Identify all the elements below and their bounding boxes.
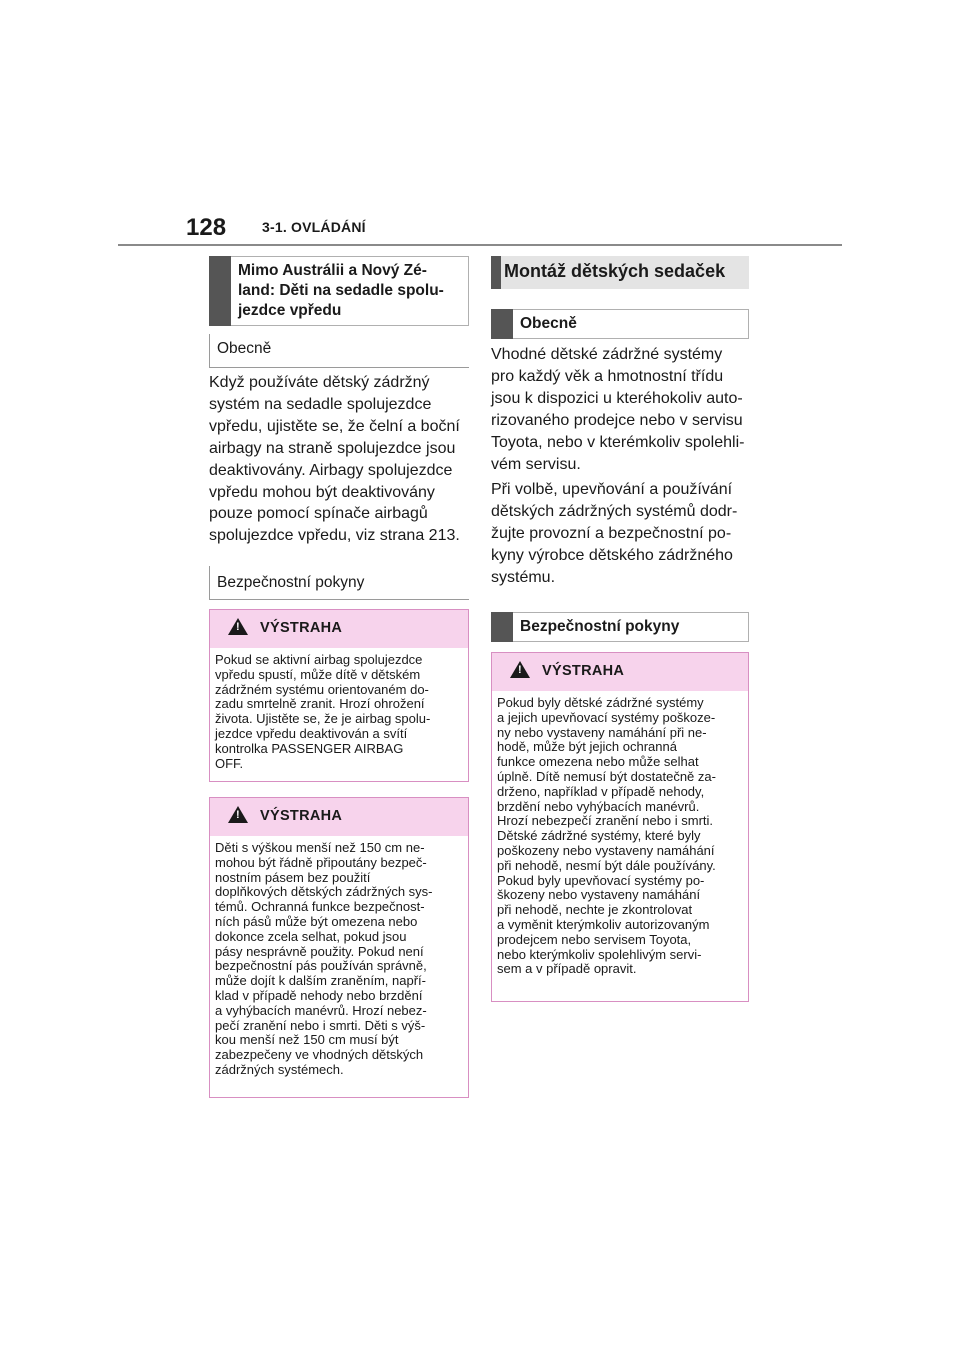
right-paragraph-1-text: Vhodné dětské zádržné systémy pro každý věk a hmotnostní třídu jsou k dispozici u kteréhokoliv auto- rizovaného prodejce nebo v servisu Toyota, nebo v kterémkoliv spolehli- vém servisu. bbox=[491, 346, 745, 473]
right-subheading-general-box bbox=[491, 309, 749, 339]
page-number: 128 bbox=[186, 214, 227, 241]
left-subheading-safety: Bezpečnostní pokyny bbox=[217, 574, 365, 591]
left-heading: Mimo Austrálii a Nový Zé- land: Děti na sedadle spolu- jezdce vpředu bbox=[238, 262, 444, 319]
left-subheading-general: Obecně bbox=[217, 340, 272, 357]
warning-triangle-icon: ! bbox=[228, 806, 248, 823]
warning-title: VÝSTRAHA bbox=[260, 808, 343, 824]
warning-title: VÝSTRAHA bbox=[542, 663, 625, 679]
right-subheading-general: Obecně bbox=[520, 315, 577, 332]
heading-bar bbox=[209, 256, 231, 326]
warning-text: Pokud byly dětské zádržné systémy a jejich upevňovací systémy poškoze- ny nebo vystaveny namáhání při ne- hodě, může být jejich ochranná funkce omezena nebo může selhat úplně. Dítě nemusí být dostatečně za- drženo, například v případě nehody, brzdění nebo vyhýbacích manévrů. Hrozí nebezpečí zranění nebo i smrti. Dětské zádržné systémy, které byly poškozeny nebo vystaveny namáhání při nehodě, nesmí být dále používány. Pokud byly upevňovací systémy po- škozeny nebo vystaveny namáhání při nehodě, nechte je zkontrolovat a vyměnit kterýmkoliv autorizovaným prodejcem nebo servisem Toyota, nebo kterýmkoliv spolehlivým servi- sem a v případě opravit. bbox=[497, 695, 716, 977]
heading-bar bbox=[491, 256, 501, 289]
warning-triangle-icon: ! bbox=[510, 661, 530, 678]
warning-box-children-height bbox=[209, 797, 469, 1098]
right-main-heading: Montáž dětských sedaček bbox=[504, 261, 726, 281]
right-paragraph-2 bbox=[491, 479, 753, 589]
subheading-divider-vertical bbox=[209, 334, 210, 368]
warning-text: Pokud se aktivní airbag spolujezdce vpředu spustí, může dítě v dětském zádržném systému orientovaném do- zadu smrtelně zranit. Hrozí ohrožení života. Ujistěte se, že je airbag spolu- jezdce vpředu deaktivován a svítí kontrolka PASSENGER AIRBAG OFF. bbox=[215, 652, 431, 771]
right-main-heading-box bbox=[491, 256, 749, 289]
right-paragraph-2-text: Při volbě, upevňování a používání dětských zádržných systémů dodr- žujte provozní a bezpečnostní po- kyny výrobce dětského zádržného systému. bbox=[491, 481, 738, 586]
warning-box-damaged-seats bbox=[491, 652, 749, 1002]
left-paragraph bbox=[209, 372, 471, 547]
left-heading-box bbox=[209, 256, 469, 326]
warning-box-airbag bbox=[209, 609, 469, 782]
right-subheading-safety: Bezpečnostní pokyny bbox=[520, 618, 680, 635]
heading-bar bbox=[491, 309, 513, 339]
heading-bar bbox=[491, 612, 513, 642]
section-title: 3-1. OVLÁDÁNÍ bbox=[262, 219, 366, 235]
warning-text: Děti s výškou menší než 150 cm ne- mohou být řádně připoutány bezpeč- nostním pásem bez použití doplňkových dětských zádržných sys- témů. Ochranná funkce bezpečnost- ních pásů může být omezena nebo dokonce zcela selhat, pokud jsou pásy nesprávně použity. Pokud není bezpečnostní pás používán správně, může dojít k dalším zraněním, napří- klad v případě nehody nebo brzdění a vyhýbacích manévrů. Hrozí nebez- pečí zranění nebo i smrti. Děti s výš- kou menší než 150 cm musí být zabezpečeny ve vhodných dětských zádržných systémech. bbox=[215, 840, 433, 1077]
warning-title: VÝSTRAHA bbox=[260, 620, 343, 636]
subheading-divider-vertical bbox=[209, 566, 210, 600]
right-paragraph-1 bbox=[491, 344, 753, 475]
header-divider bbox=[118, 244, 842, 246]
right-subheading-safety-box bbox=[491, 612, 749, 642]
subheading-divider bbox=[209, 367, 469, 368]
subheading-divider bbox=[209, 599, 469, 600]
warning-triangle-icon: ! bbox=[228, 618, 248, 635]
left-paragraph-text: Když používáte dětský zádržný systém na sedadle spolujezdce vpředu, ujistěte se, že čelní a boční airbagy na straně spolujezdce jsou deaktivovány. Airbagy spolujezdce vpředu mohou být deaktivovány pouze pomocí spínače airbagů spolujezdce vpředu, viz strana 213. bbox=[209, 374, 460, 545]
